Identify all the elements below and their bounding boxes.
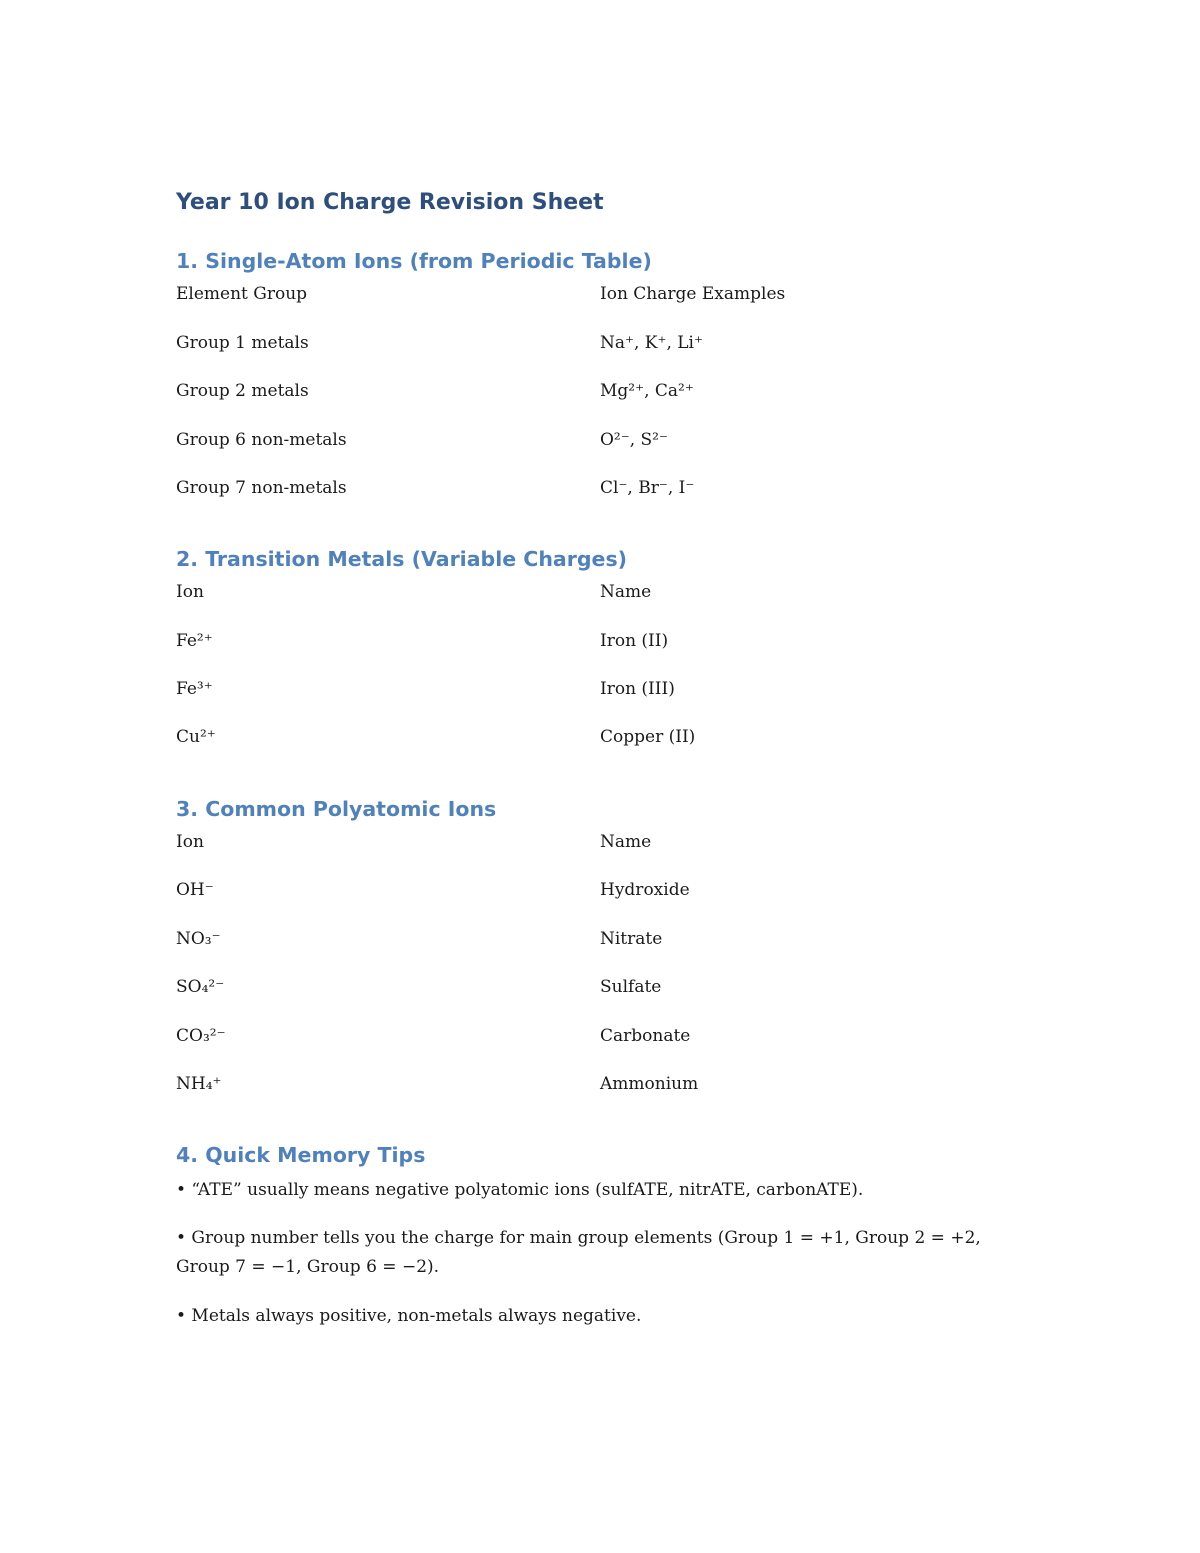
ion-cell: OH⁻ xyxy=(176,880,214,900)
ion-name-cell: Sulfate xyxy=(600,977,662,997)
page-title: Year 10 Ion Charge Revision Sheet xyxy=(176,190,604,215)
column-header-name: Name xyxy=(600,582,652,602)
section-4-heading: 4. Quick Memory Tips xyxy=(176,1143,426,1167)
memory-tip: • Metals always positive, non-metals always negative. xyxy=(176,1306,642,1326)
section-1-header-row xyxy=(176,284,1076,312)
element-group-cell: Group 2 metals xyxy=(176,381,309,401)
column-header-element-group: Element Group xyxy=(176,284,308,304)
ion-cell: Cu²⁺ xyxy=(176,727,216,747)
ion-name-cell: Nitrate xyxy=(600,929,663,949)
element-group-cell: Group 1 metals xyxy=(176,333,309,353)
table-row xyxy=(176,430,1076,458)
ion-charge-cell: Na⁺, K⁺, Li⁺ xyxy=(600,333,703,353)
table-row xyxy=(176,478,1076,506)
ion-name-cell: Copper (II) xyxy=(600,727,696,747)
element-group-cell: Group 7 non-metals xyxy=(176,478,347,498)
table-row xyxy=(176,880,1076,908)
column-header-ion: Ion xyxy=(176,832,204,852)
column-header-ion: Ion xyxy=(176,582,204,602)
element-group-cell: Group 6 non-metals xyxy=(176,430,347,450)
ion-cell: SO₄²⁻ xyxy=(176,977,225,997)
ion-cell: NO₃⁻ xyxy=(176,929,221,949)
table-row xyxy=(176,1074,1076,1102)
table-row xyxy=(176,333,1076,361)
ion-cell: Fe³⁺ xyxy=(176,679,213,699)
table-row xyxy=(176,727,1076,755)
ion-name-cell: Hydroxide xyxy=(600,880,690,900)
ion-charge-cell: O²⁻, S²⁻ xyxy=(600,430,668,450)
section-1-heading: 1. Single-Atom Ions (from Periodic Table) xyxy=(176,249,652,273)
table-row xyxy=(176,679,1076,707)
section-2-header-row xyxy=(176,582,1076,610)
memory-tip: • “ATE” usually means negative polyatomic ions (sulfATE, nitrATE, carbonATE). xyxy=(176,1180,864,1200)
section-3-heading: 3. Common Polyatomic Ions xyxy=(176,797,497,821)
ion-cell: NH₄⁺ xyxy=(176,1074,222,1094)
ion-name-cell: Iron (II) xyxy=(600,631,669,651)
table-row xyxy=(176,631,1076,659)
memory-tip: • Group number tells you the charge for main group elements (Group 1 = +1, Group 2 = +2, Group 7 = −1, Group 6 = −2). xyxy=(176,1228,981,1277)
ion-name-cell: Carbonate xyxy=(600,1026,691,1046)
section-3-header-row xyxy=(176,832,1076,860)
section-2-heading: 2. Transition Metals (Variable Charges) xyxy=(176,547,628,571)
column-header-ion-charge-examples: Ion Charge Examples xyxy=(600,284,786,304)
table-row xyxy=(176,381,1076,409)
table-row xyxy=(176,977,1076,1005)
ion-charge-cell: Mg²⁺, Ca²⁺ xyxy=(600,381,694,401)
table-row xyxy=(176,1026,1076,1054)
column-header-name: Name xyxy=(600,832,652,852)
ion-charge-cell: Cl⁻, Br⁻, I⁻ xyxy=(600,478,695,498)
ion-cell: Fe²⁺ xyxy=(176,631,213,651)
ion-name-cell: Ammonium xyxy=(600,1074,699,1094)
ion-cell: CO₃²⁻ xyxy=(176,1026,226,1046)
table-row xyxy=(176,929,1076,957)
ion-name-cell: Iron (III) xyxy=(600,679,675,699)
